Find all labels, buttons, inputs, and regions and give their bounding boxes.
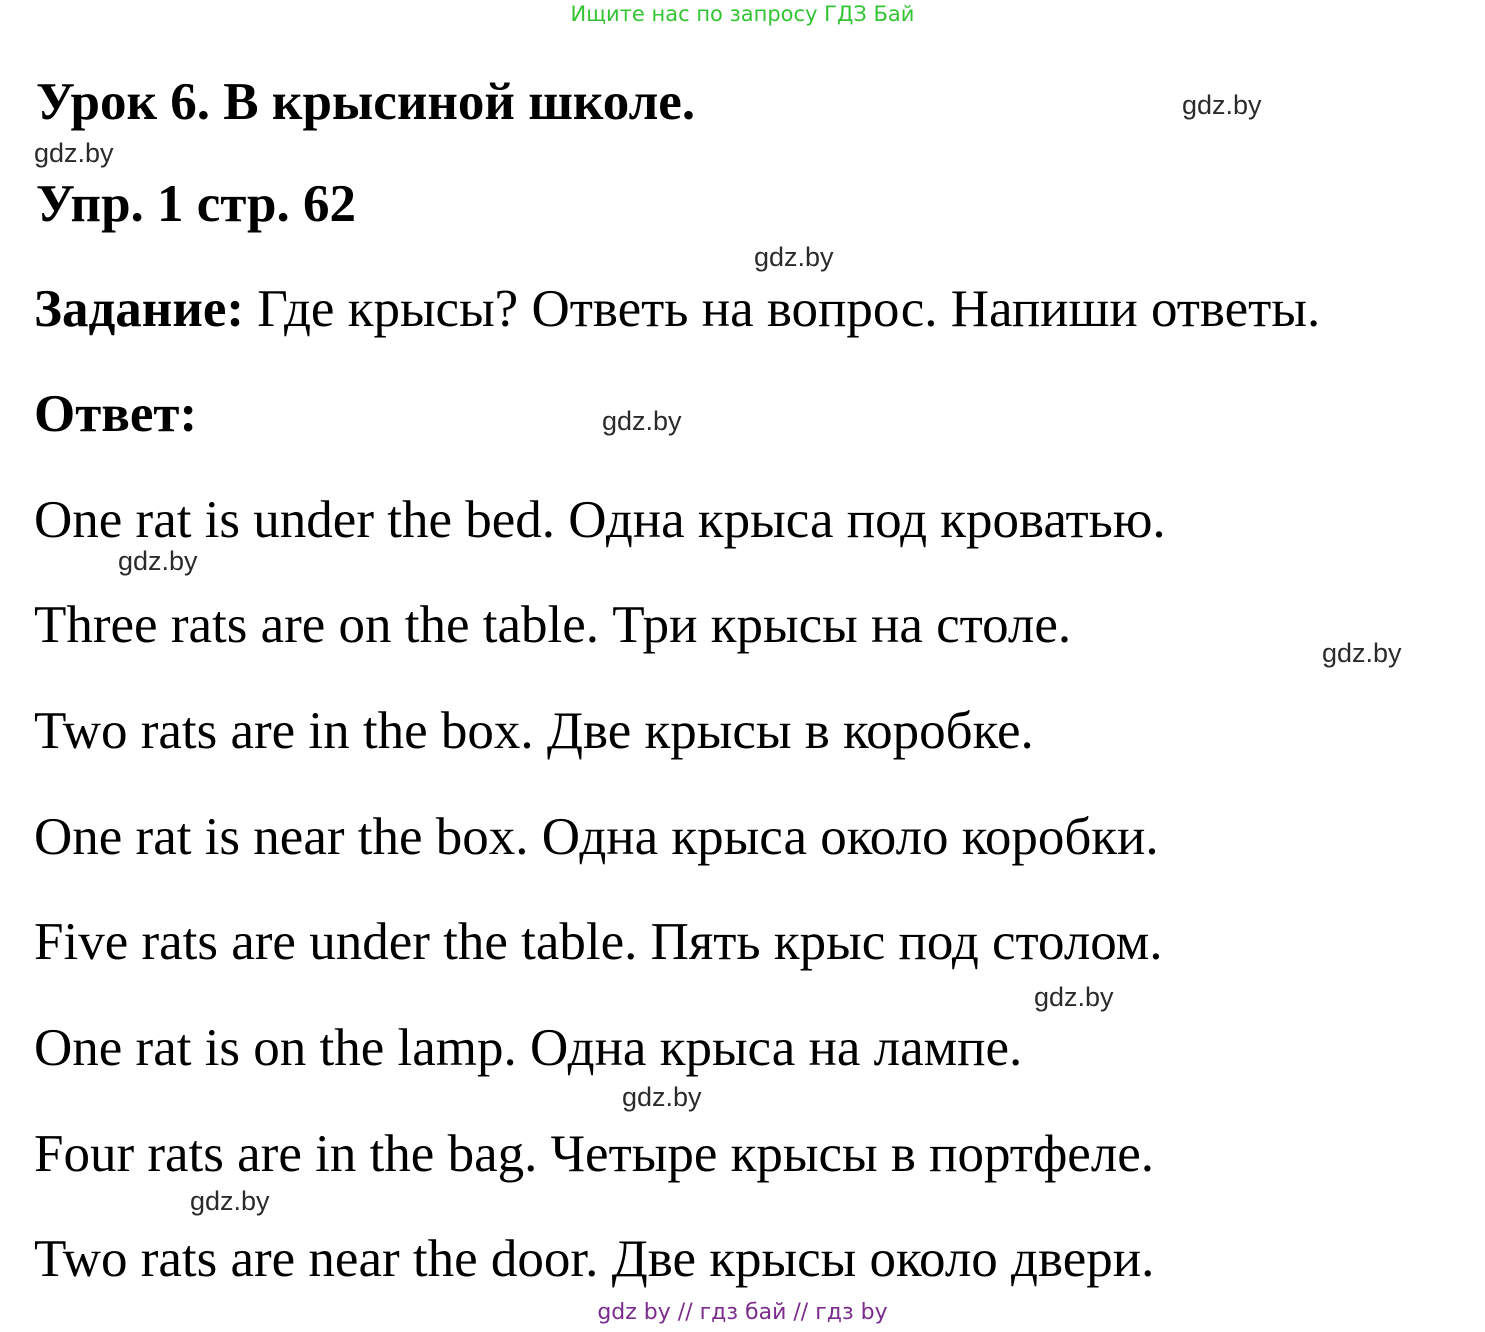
watermark: gdz.by [1034,982,1114,1012]
watermark: gdz.by [602,406,682,436]
watermark: gdz.by [754,242,834,272]
answer-label: Ответ: [34,385,198,443]
watermark: gdz.by [118,546,198,576]
answer-line: Two rats are in the box. Две крысы в коробке. [34,702,1034,760]
answer-line: One rat is on the lamp. Одна крыса на лампе. [34,1019,1023,1077]
task-statement [34,279,1320,339]
task-label: Задание: [34,280,245,338]
footer-watermark: gdz by // гдз бай // гдз by [597,1300,888,1325]
exercise-heading: Упр. 1 стр. 62 [36,175,356,233]
answer-line: Two rats are near the door. Две крысы около двери. [34,1230,1155,1288]
answer-line: Five rats are under the table. Пять крыс под столом. [34,913,1163,971]
watermark: gdz.by [34,138,114,168]
watermark: gdz.by [1322,638,1402,668]
lesson-title: Урок 6. В крысиной школе. [36,73,696,131]
search-banner: Ищите нас по запросу ГДЗ Бай [570,2,915,26]
watermark: gdz.by [622,1082,702,1112]
watermark: gdz.by [1182,90,1262,120]
task-text: Где крысы? Ответь на вопрос. Напиши ответы. [244,280,1321,338]
answer-line: One rat is near the box. Одна крыса около коробки. [34,808,1159,866]
answer-line: Four rats are in the bag. Четыре крысы в портфеле. [34,1125,1155,1183]
answer-line: One rat is under the bed. Одна крыса под кроватью. [34,491,1166,549]
answer-line: Three rats are on the table. Три крысы на столе. [34,596,1072,654]
watermark: gdz.by [190,1186,270,1216]
